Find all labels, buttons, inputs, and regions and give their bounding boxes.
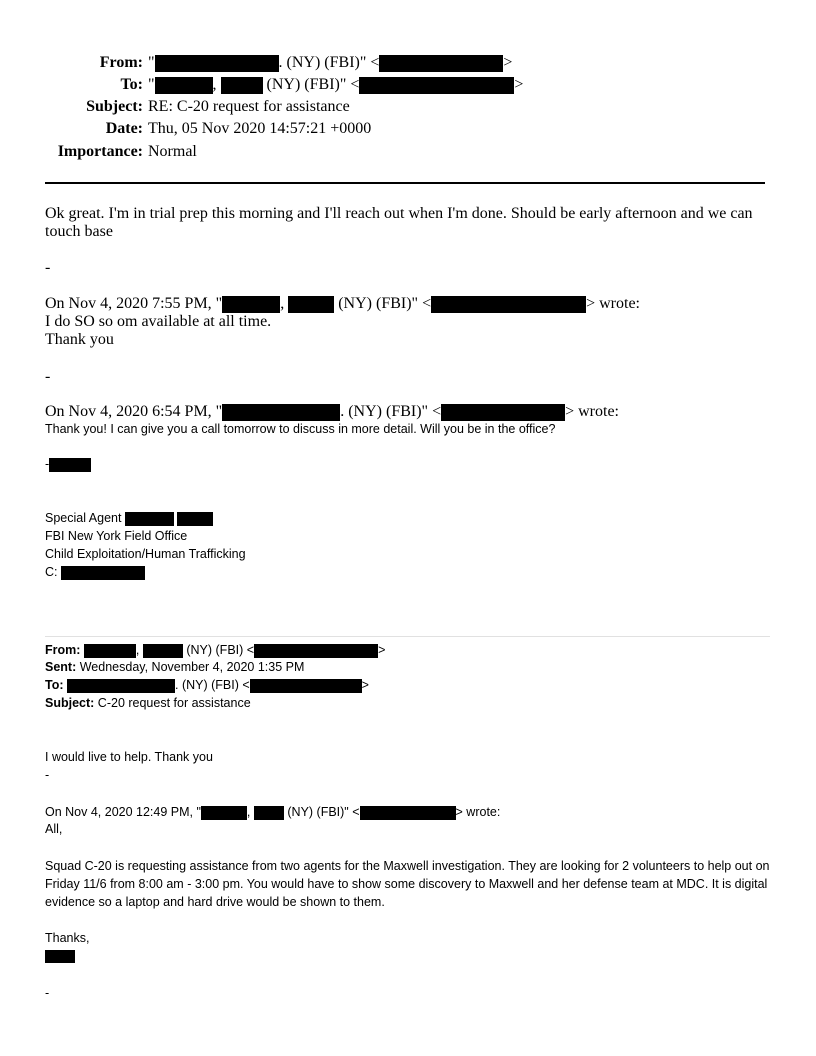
quote1-end: > wrote:	[586, 295, 640, 312]
redaction-block	[379, 55, 503, 72]
redaction-block	[61, 566, 145, 580]
quote1-line2: Thank you	[45, 331, 114, 348]
sig-cell-label: C:	[45, 565, 58, 579]
redaction-block	[222, 296, 280, 313]
fwd-from-line	[45, 642, 385, 659]
redaction-block	[254, 644, 378, 658]
redaction-block	[155, 55, 279, 72]
quote2-line1: Thank you! I can give you a call tomorrow to discuss in more detail. Will you be in the office?	[45, 422, 556, 436]
redaction-block	[431, 296, 586, 313]
importance-value: Normal	[148, 143, 197, 160]
redaction-block	[45, 950, 75, 963]
redaction-block	[125, 512, 174, 526]
redaction-block	[221, 77, 263, 94]
header-divider	[45, 182, 765, 184]
fwd-subject-line	[45, 695, 251, 712]
sig-title: Special Agent	[45, 511, 122, 525]
to-prefix: "	[148, 76, 155, 93]
redaction-block	[359, 77, 514, 94]
fwd-quote-prefix: On Nov 4, 2020 12:49 PM, "	[45, 805, 201, 819]
fwd-from-suffix: (NY) (FBI) <	[186, 643, 255, 657]
redaction-block	[360, 806, 456, 820]
separator-dash: -	[45, 368, 51, 385]
quote2-header	[45, 403, 619, 421]
from-label: From:	[99, 54, 143, 71]
to-label: To:	[120, 76, 143, 93]
reply-paragraph: Ok great. I'm in trial prep this morning and I'll reach out when I'm done. Should be early afternoon and we can touch base	[45, 205, 753, 240]
forward-divider	[45, 636, 770, 637]
quote1-mid: ,	[280, 295, 285, 312]
fwd-sent-label: Sent:	[45, 660, 77, 674]
to-end: >	[514, 76, 524, 93]
fwd-reply-line: I would live to help. Thank you	[45, 750, 213, 764]
redaction-block	[67, 679, 175, 693]
fwd-quote-end: > wrote:	[455, 805, 501, 819]
redaction-block	[84, 644, 136, 658]
redaction-block	[254, 806, 284, 820]
to-value	[148, 76, 523, 94]
signature-office: FBI New York Field Office	[45, 529, 188, 543]
redaction-block	[143, 644, 183, 658]
signature-unit: Child Exploitation/Human Trafficking	[45, 547, 246, 561]
fwd-thanks: Thanks,	[45, 931, 90, 945]
redaction-block	[222, 404, 340, 421]
quote2-suffix: . (NY) (FBI)" <	[340, 403, 442, 420]
signature-dash	[45, 456, 91, 473]
redaction-block	[250, 679, 362, 693]
fwd-sent-line	[45, 659, 304, 676]
quote2-prefix: On Nov 4, 2020 6:54 PM, "	[45, 403, 223, 420]
fwd-dash: -	[45, 768, 50, 782]
fwd-from-mid: ,	[135, 643, 140, 657]
quote1-suffix: (NY) (FBI)" <	[338, 295, 432, 312]
fwd-to-end: >	[361, 678, 369, 692]
importance-label: Importance:	[57, 143, 143, 160]
from-end: >	[503, 54, 513, 71]
redaction-block	[288, 296, 334, 313]
separator-dash: -	[45, 259, 51, 276]
redaction-block	[155, 77, 213, 94]
from-value	[148, 54, 512, 72]
to-suffix: (NY) (FBI)" <	[266, 76, 360, 93]
subject-label: Subject:	[86, 98, 143, 115]
fwd-quote-mid: ,	[246, 805, 251, 819]
signature-cell	[45, 564, 145, 581]
quote1-header	[45, 295, 640, 313]
fwd-quote-suffix: (NY) (FBI)" <	[287, 805, 360, 819]
to-mid: ,	[212, 76, 217, 93]
redaction-block	[201, 806, 247, 820]
fwd-from-end: >	[378, 643, 386, 657]
subject-value: RE: C-20 request for assistance	[148, 98, 350, 115]
fwd-from-label: From:	[45, 643, 81, 657]
signature-title	[45, 510, 213, 527]
date-label: Date:	[105, 120, 143, 137]
fwd-to-line	[45, 677, 369, 694]
fwd-request-paragraph: Squad C-20 is requesting assistance from two agents for the Maxwell investigation. They are looking for 2 volunteers to help out on Friday 11/6 from 8:00 am - 3:00 pm. You would have to show some discovery to Maxwell and her defense team at MDC. It is digital evidence so a laptop and hard drive would be shown to them.	[45, 859, 770, 909]
quote1-line1: I do SO so om available at all time.	[45, 313, 272, 330]
fwd-greeting: All,	[45, 822, 63, 836]
fwd-sent-value: Wednesday, November 4, 2020 1:35 PM	[79, 660, 305, 674]
quote2-end: > wrote:	[565, 403, 619, 420]
date-value: Thu, 05 Nov 2020 14:57:21 +0000	[148, 120, 372, 137]
fwd-to-suffix: . (NY) (FBI) <	[175, 678, 250, 692]
fwd-subject-value: C-20 request for assistance	[97, 696, 251, 710]
redaction-block	[441, 404, 565, 421]
from-suffix: . (NY) (FBI)" <	[278, 54, 380, 71]
fwd-subject-label: Subject:	[45, 696, 95, 710]
from-prefix: "	[148, 54, 155, 71]
quote1-prefix: On Nov 4, 2020 7:55 PM, "	[45, 295, 223, 312]
fwd-end-dash: -	[45, 986, 50, 1000]
sig-dash: -	[45, 457, 50, 471]
redaction-block	[49, 458, 91, 472]
fwd-to-label: To:	[45, 678, 64, 692]
redaction-block	[177, 512, 213, 526]
fwd-quote-header	[45, 804, 500, 821]
